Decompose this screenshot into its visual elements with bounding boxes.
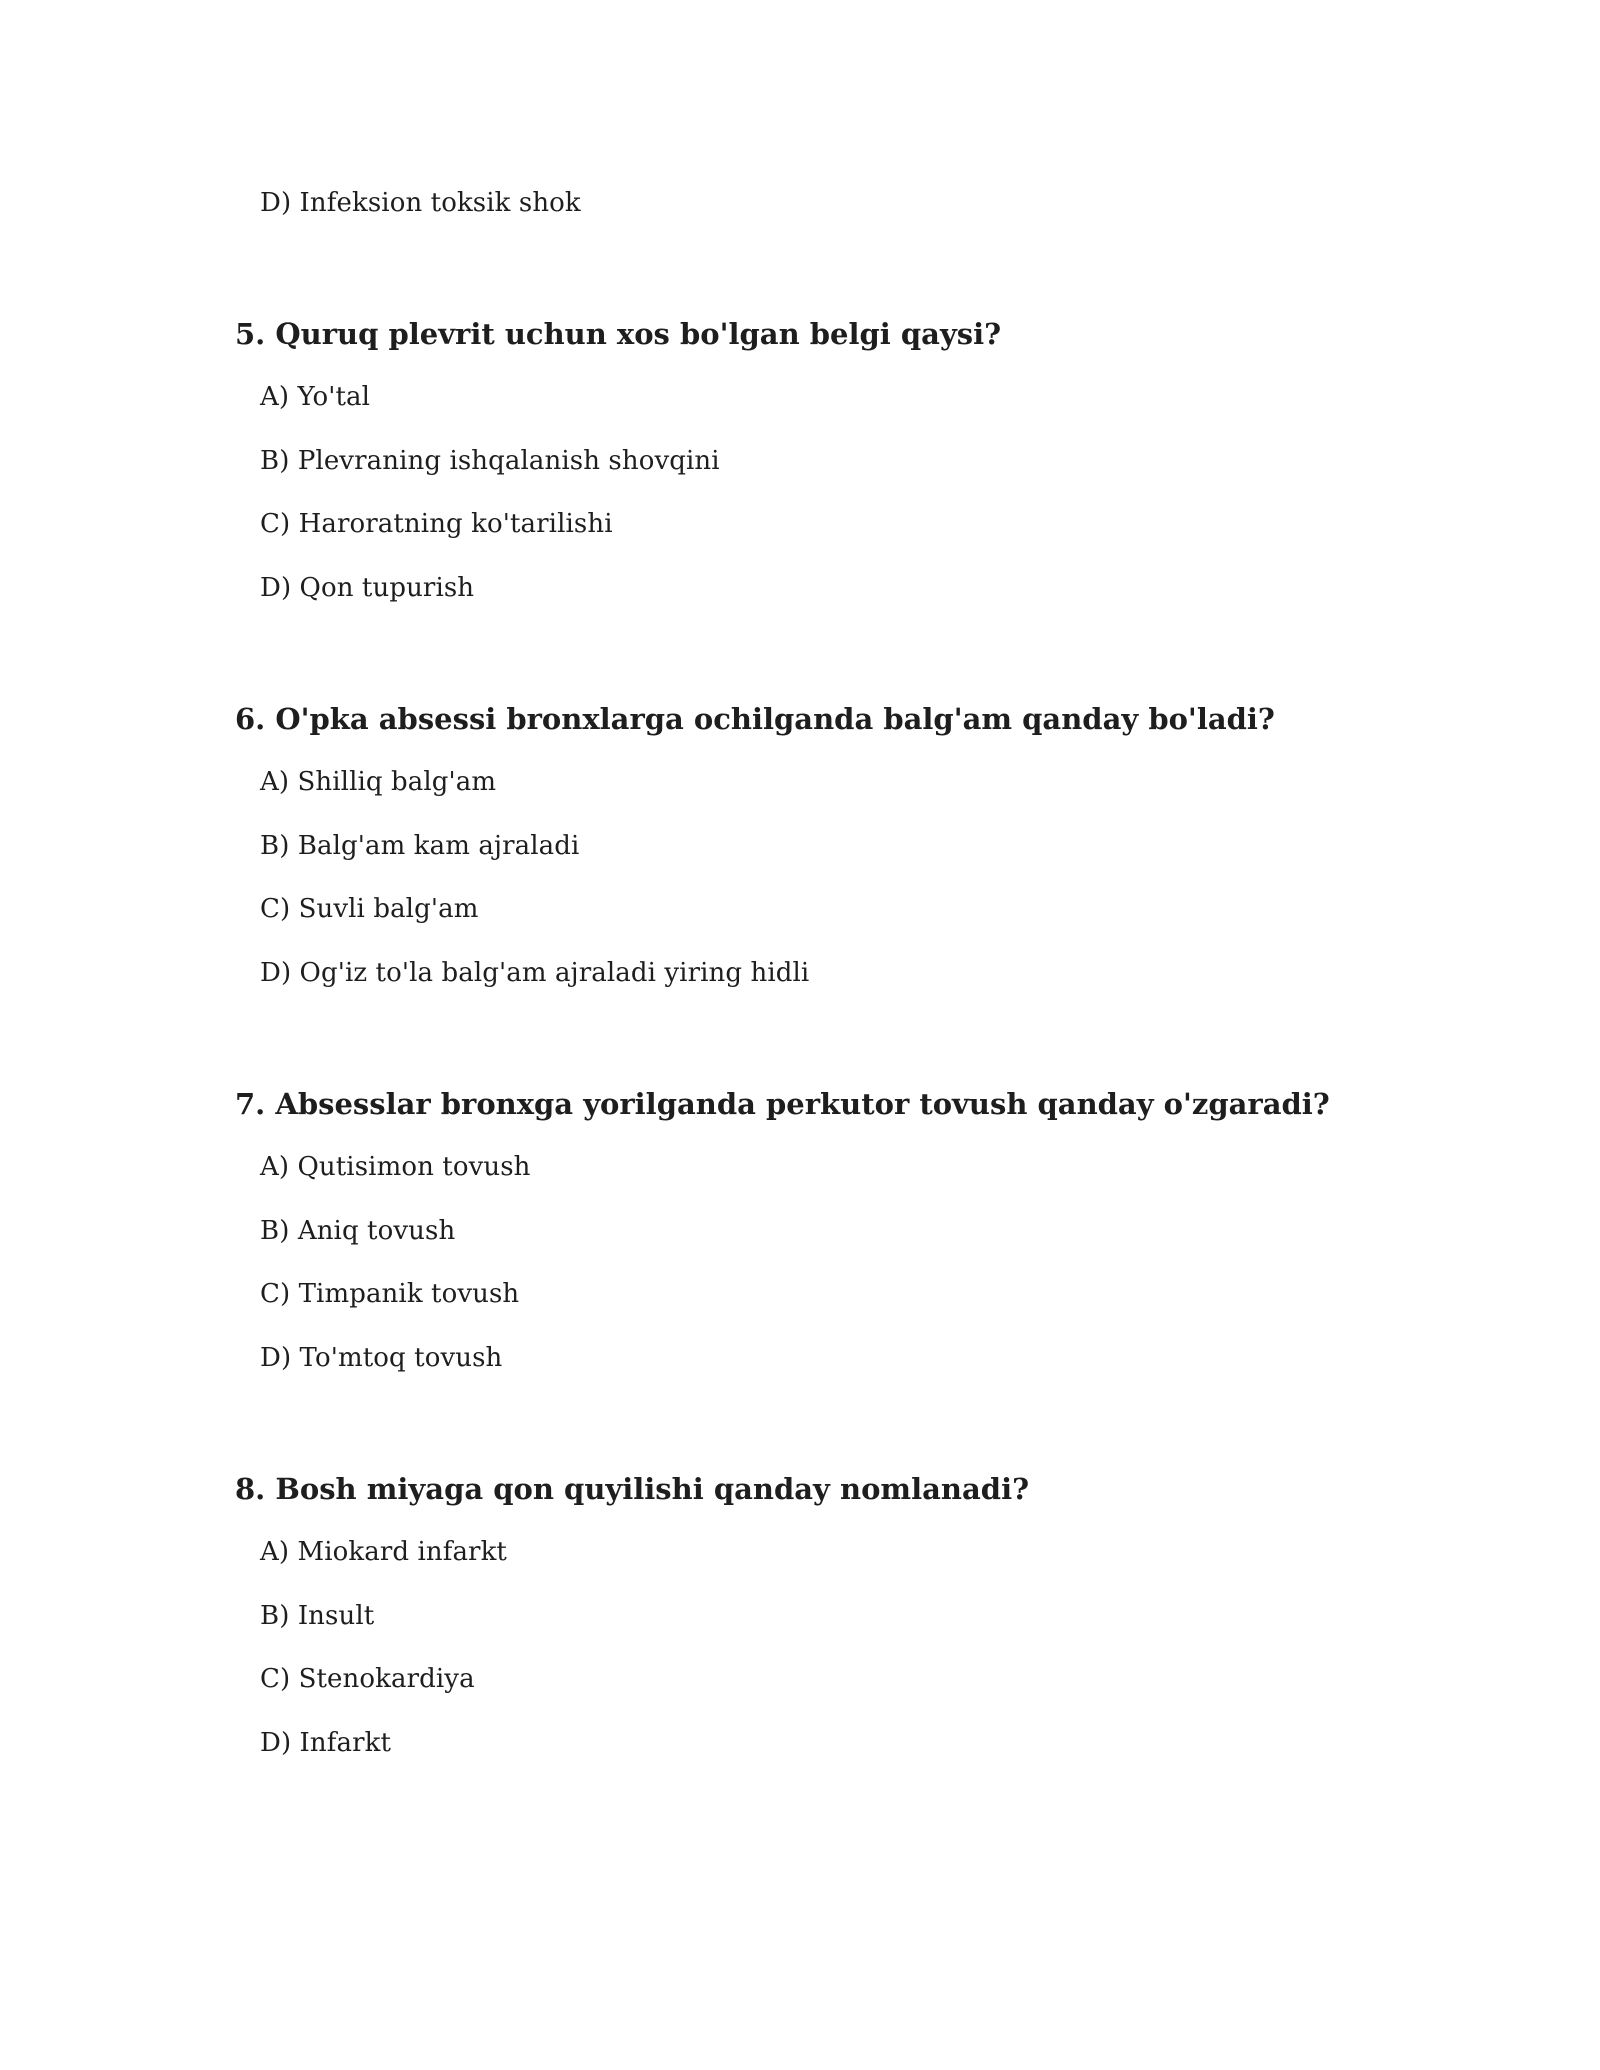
- option-6c: C) Suvli balg'am: [260, 894, 479, 924]
- option-7c: C) Timpanik tovush: [260, 1279, 520, 1309]
- option-6a: A) Shilliq balg'am: [260, 767, 497, 797]
- question-5-title: 5. Quruq plevrit uchun xos bo'lgan belgi qaysi?: [235, 317, 1002, 351]
- option-8d: D) Infarkt: [260, 1728, 392, 1758]
- question-8-title: 8. Bosh miyaga qon quyilishi qanday nomlanadi?: [235, 1472, 1030, 1506]
- option-8c: C) Stenokardiya: [260, 1664, 475, 1694]
- option-5c: C) Haroratning ko'tarilishi: [260, 509, 613, 539]
- option-4d: D) Infeksion toksik shok: [260, 188, 581, 218]
- option-8b: B) Insult: [260, 1601, 375, 1631]
- option-5a: A) Yo'tal: [260, 382, 371, 412]
- option-8a: A) Miokard infarkt: [260, 1537, 507, 1567]
- option-6d: D) Og'iz to'la balg'am ajraladi yiring hidli: [260, 958, 810, 988]
- option-7d: D) To'mtoq tovush: [260, 1343, 503, 1373]
- option-5b: B) Plevraning ishqalanish shovqini: [260, 446, 720, 476]
- question-7-title: 7. Absesslar bronxga yorilganda perkutor tovush qanday o'zgaradi?: [235, 1087, 1330, 1121]
- option-5d: D) Qon tupurish: [260, 573, 475, 603]
- question-6-title: 6. O'pka absessi bronxlarga ochilganda balg'am qanday bo'ladi?: [235, 702, 1275, 736]
- option-6b: B) Balg'am kam ajraladi: [260, 831, 580, 861]
- option-7a: A) Qutisimon tovush: [260, 1152, 531, 1182]
- option-7b: B) Aniq tovush: [260, 1216, 456, 1246]
